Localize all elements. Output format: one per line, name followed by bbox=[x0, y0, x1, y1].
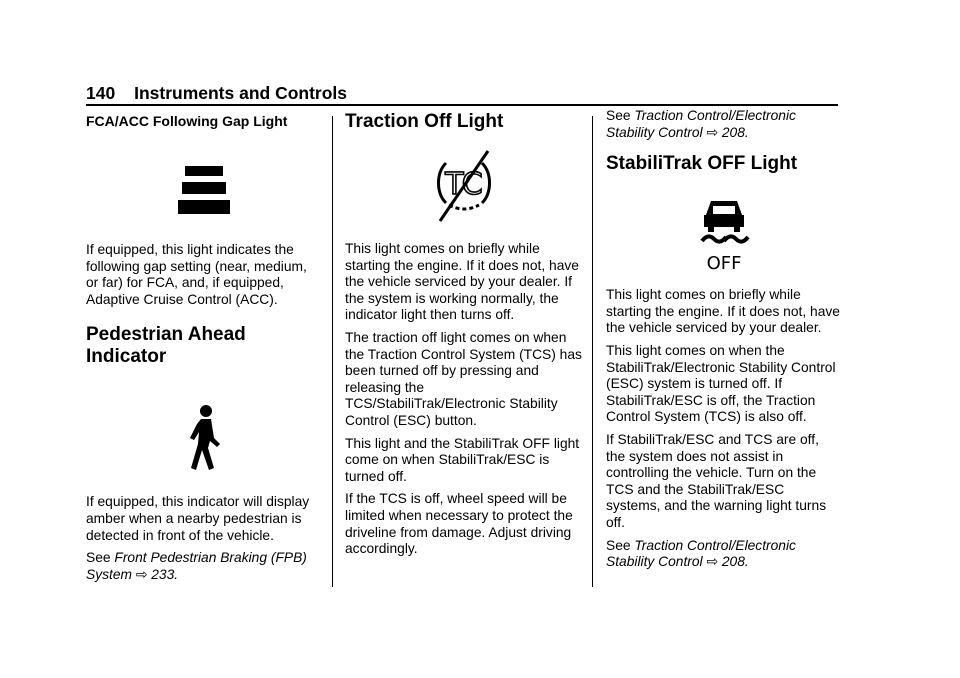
stabilitrak-paragraph-2: This light comes on when the StabiliTrak/Electronic Stability Control (ESC) system is turned off. If StabiliTrak/ESC is off, the Traction Control System (TCS) is also off. bbox=[606, 342, 836, 425]
page-ref-arrow-icon: ⇨ bbox=[135, 566, 148, 582]
column-middle bbox=[345, 108, 582, 564]
pedestrian-heading-line2: Indicator bbox=[86, 346, 167, 368]
column-divider-left bbox=[332, 116, 333, 587]
traction-off-icon bbox=[428, 147, 500, 225]
traction-page-number: 208. bbox=[721, 124, 749, 140]
stabilitrak-see-reference bbox=[606, 538, 841, 571]
traction-off-heading: Traction Off Light bbox=[345, 111, 504, 132]
traction-paragraph-1: This light comes on briefly while starting the engine. If it does not, have the vehicle serviced by your dealer. If the system is working normally, the indicator light then turns off. bbox=[345, 241, 579, 323]
traction-control-reference-link[interactable]: Traction Control/Electronic Stability Control bbox=[606, 108, 796, 140]
see-label: See bbox=[86, 550, 111, 566]
stabilitrak-off-icon bbox=[694, 195, 754, 273]
see-label: See bbox=[606, 537, 631, 553]
fca-heading: FCA/ACC Following Gap Light bbox=[86, 113, 288, 129]
traction-paragraph-2: The traction off light comes on when the Traction Control System (TCS) has been turned off by pressing and releasing the TCS/StabiliTrak/Electronic Stability Control (ESC) button. bbox=[345, 329, 582, 428]
stabilitrak-paragraph-3: If StabiliTrak/ESC and TCS are off, the system does not assist in controlling the vehicle. Turn on the TCS and the StabiliTrak/ESC systems, and the warning light turns off. bbox=[606, 431, 827, 530]
page-ref-arrow-icon: ⇨ bbox=[706, 124, 719, 140]
fpb-page-number: 233. bbox=[151, 566, 179, 582]
column-divider-right bbox=[592, 116, 593, 587]
pedestrian-icon bbox=[184, 404, 224, 472]
fca-description: If equipped, this light indicates the following gap setting (near, medium, or far) for FCA, and, if equipped, Adaptive Cruise Control (ACC). bbox=[86, 242, 307, 307]
header-rule bbox=[86, 104, 838, 106]
see-label: See bbox=[606, 108, 631, 123]
pedestrian-see-reference bbox=[86, 550, 321, 583]
page-header bbox=[86, 83, 347, 104]
stabilitrak-off-heading: StabiliTrak OFF Light bbox=[606, 153, 798, 175]
column-left bbox=[86, 108, 321, 589]
page-ref-arrow-icon: ⇨ bbox=[706, 554, 719, 570]
following-gap-icon bbox=[174, 164, 234, 216]
stabilitrak-paragraph-1: This light comes on briefly while starting the engine. If it does not, have the vehicle serviced by your dealer. bbox=[606, 287, 840, 336]
traction-page-number: 208. bbox=[721, 554, 749, 570]
column-right bbox=[606, 108, 841, 577]
traction-control-reference-link[interactable]: Traction Control/Electronic Stability Control bbox=[606, 537, 796, 570]
page-number: 140 bbox=[86, 83, 116, 103]
traction-paragraph-3: This light and the StabiliTrak OFF light come on when StabiliTrak/ESC is turned off. bbox=[345, 435, 580, 484]
pedestrian-heading-line1: Pedestrian Ahead bbox=[86, 324, 246, 346]
pedestrian-description: If equipped, this indicator will display amber when a nearby pedestrian is detected in front of the vehicle. bbox=[86, 494, 310, 543]
traction-see-reference bbox=[606, 108, 841, 141]
fpb-reference-link[interactable]: Front Pedestrian Braking (FPB) System bbox=[86, 550, 307, 582]
section-title: Instruments and Controls bbox=[134, 83, 348, 103]
tc-icon-text: TC bbox=[444, 167, 483, 202]
off-icon-text: OFF bbox=[706, 253, 741, 274]
traction-paragraph-4: If the TCS is off, wheel speed will be limited when necessary to protect the driveline from damage. Adjust driving accordingly. bbox=[345, 491, 573, 557]
